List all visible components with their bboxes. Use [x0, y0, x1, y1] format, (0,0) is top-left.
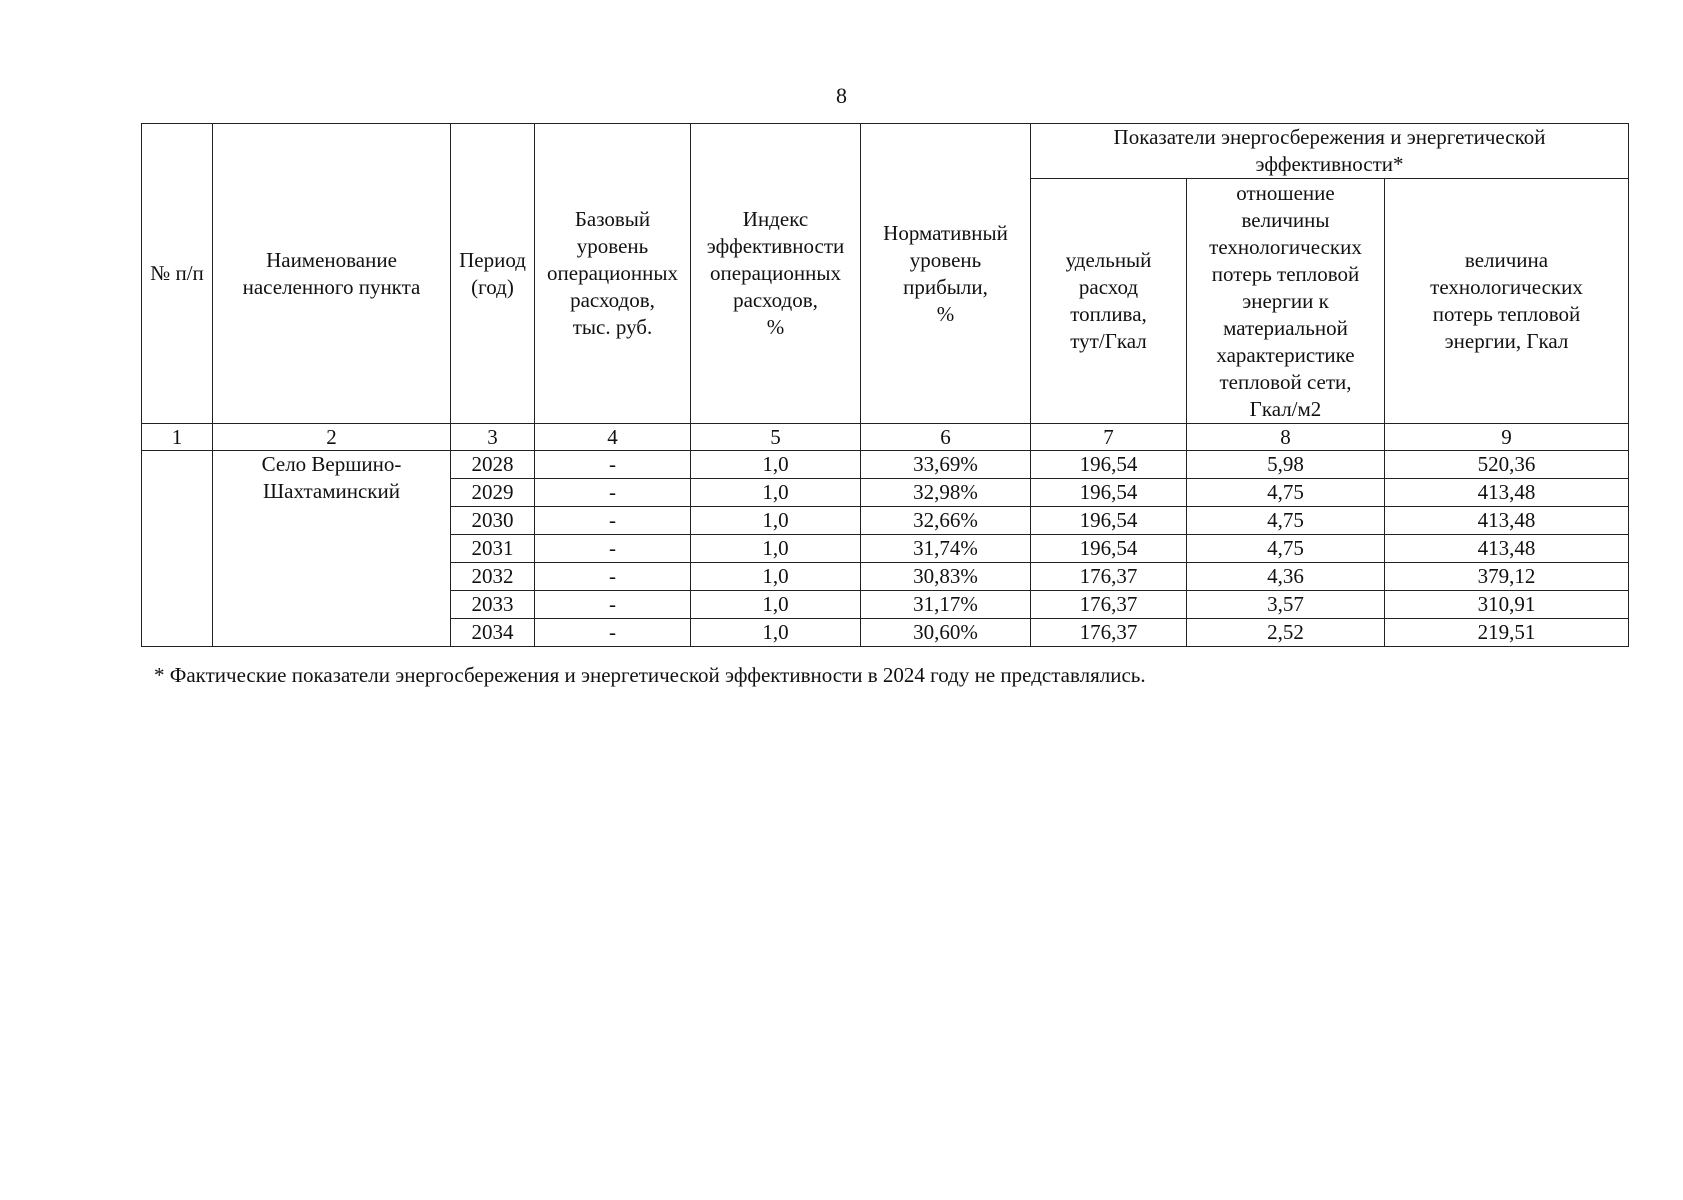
cell-fuel: 176,37 — [1031, 619, 1187, 647]
cell-year: 2034 — [451, 619, 535, 647]
cell-base: - — [535, 535, 691, 563]
cell-fuel: 196,54 — [1031, 535, 1187, 563]
cell-base: - — [535, 619, 691, 647]
cell-index: 1,0 — [691, 507, 861, 535]
row-number-cell — [142, 451, 213, 647]
cell-profit: 33,69% — [861, 451, 1031, 479]
cell-profit: 32,66% — [861, 507, 1031, 535]
cell-year: 2030 — [451, 507, 535, 535]
header-base-opex: Базовый уровень операционных расходов, тыс. руб. — [535, 124, 691, 424]
cell-ratio: 3,57 — [1187, 591, 1385, 619]
cell-fuel: 176,37 — [1031, 591, 1187, 619]
cell-year: 2032 — [451, 563, 535, 591]
cell-base: - — [535, 479, 691, 507]
cell-losses: 413,48 — [1385, 479, 1629, 507]
cell-losses: 379,12 — [1385, 563, 1629, 591]
column-number: 9 — [1385, 424, 1629, 451]
column-number: 6 — [861, 424, 1031, 451]
cell-year: 2033 — [451, 591, 535, 619]
cell-losses: 520,36 — [1385, 451, 1629, 479]
cell-ratio: 4,36 — [1187, 563, 1385, 591]
cell-profit: 32,98% — [861, 479, 1031, 507]
cell-profit: 30,83% — [861, 563, 1031, 591]
cell-losses: 413,48 — [1385, 507, 1629, 535]
header-row-1 — [142, 124, 1629, 179]
cell-profit: 31,74% — [861, 535, 1031, 563]
cell-index: 1,0 — [691, 591, 861, 619]
column-number: 3 — [451, 424, 535, 451]
cell-index: 1,0 — [691, 451, 861, 479]
header-efficiency-index: Индекс эффективности операционных расходов, % — [691, 124, 861, 424]
cell-fuel: 196,54 — [1031, 479, 1187, 507]
page-number: 8 — [836, 83, 847, 108]
column-number: 2 — [213, 424, 451, 451]
cell-index: 1,0 — [691, 479, 861, 507]
cell-losses: 310,91 — [1385, 591, 1629, 619]
header-fuel-consumption: удельный расход топлива, тут/Гкал — [1031, 179, 1187, 424]
cell-index: 1,0 — [691, 619, 861, 647]
header-profit-level: Нормативный уровень прибыли, % — [861, 124, 1031, 424]
cell-base: - — [535, 563, 691, 591]
header-loss-ratio: отношение величины технологических потерь тепловой энергии к материальной характеристике тепловой сети, Гкал/м2 — [1187, 179, 1385, 424]
cell-year: 2029 — [451, 479, 535, 507]
column-number: 8 — [1187, 424, 1385, 451]
header-num: № п/п — [142, 124, 213, 424]
cell-year: 2031 — [451, 535, 535, 563]
cell-base: - — [535, 591, 691, 619]
cell-base: - — [535, 507, 691, 535]
indicators-table — [141, 123, 1629, 647]
column-number: 7 — [1031, 424, 1187, 451]
cell-losses: 413,48 — [1385, 535, 1629, 563]
cell-ratio: 2,52 — [1187, 619, 1385, 647]
cell-base: - — [535, 451, 691, 479]
cell-ratio: 4,75 — [1187, 507, 1385, 535]
column-number: 1 — [142, 424, 213, 451]
cell-index: 1,0 — [691, 535, 861, 563]
cell-ratio: 4,75 — [1187, 535, 1385, 563]
cell-fuel: 196,54 — [1031, 507, 1187, 535]
cell-profit: 30,60% — [861, 619, 1031, 647]
settlement-name: Село Вершино- Шахтаминский — [213, 451, 451, 647]
cell-ratio: 5,98 — [1187, 451, 1385, 479]
column-number: 5 — [691, 424, 861, 451]
cell-fuel: 196,54 — [1031, 451, 1187, 479]
cell-ratio: 4,75 — [1187, 479, 1385, 507]
cell-year: 2028 — [451, 451, 535, 479]
footnote: * Фактические показатели энергосбережения и энергетической эффективности в 2024 году не представлялись. — [154, 663, 1146, 687]
cell-fuel: 176,37 — [1031, 563, 1187, 591]
header-period: Период (год) — [451, 124, 535, 424]
column-number-row — [142, 424, 1629, 451]
table-row — [142, 451, 1629, 479]
column-number: 4 — [535, 424, 691, 451]
cell-losses: 219,51 — [1385, 619, 1629, 647]
cell-index: 1,0 — [691, 563, 861, 591]
cell-profit: 31,17% — [861, 591, 1031, 619]
header-heat-losses: величина технологических потерь тепловой энергии, Гкал — [1385, 179, 1629, 424]
header-settlement-name: Наименование населенного пункта — [213, 124, 451, 424]
header-energy-indicators-group: Показатели энергосбережения и энергетической эффективности* — [1031, 124, 1629, 179]
